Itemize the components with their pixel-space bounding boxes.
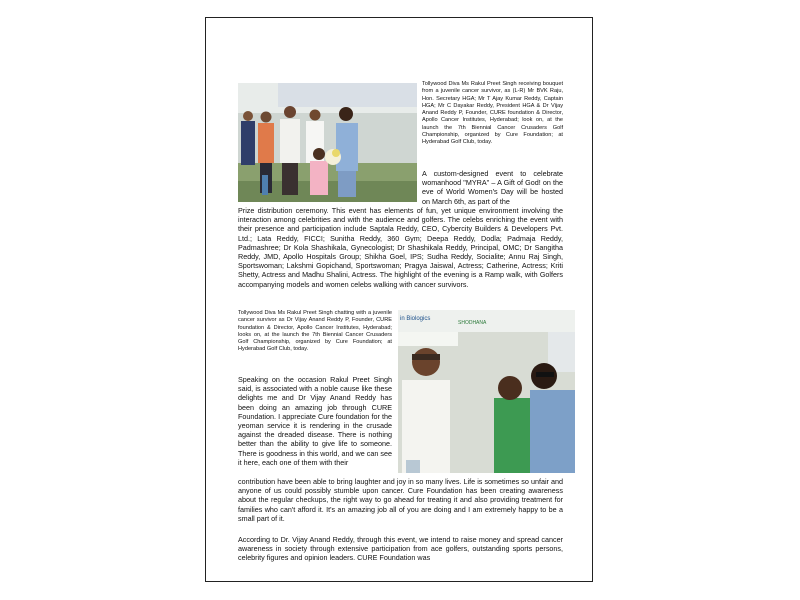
- paragraph-2-full: contribution have been able to bring laughter and joy in so many lives. Life is sometimes so unfair and anyone of us could possibly stumble upon cancer. Cure Foundation has been creating awareness about the regular checkups, the right way to go ahead for treating it and also providing treatment for families who can't afford it. It's an amazing job all of you are doing and I am extremely happy to be a small part of it.: [238, 477, 563, 523]
- banner-text-center: SHODHANA: [458, 320, 487, 326]
- caption-top: Tollywood Diva Ms Rakul Preet Singh receiving bouquet from a juvenile cancer survivor, as (L-R) Mr BVK Raju, Hon. Secretary HGA; Mr T Ajay Kumar Reddy, Captain HGA; Mr C Dayakar Reddy, President HGA & Dr Vijay Anand Reddy P, Founder, CURE foundation & Director, Apollo Cancer Institutes, Hyderabad; look on, at the launch the 7th Biennial Cancer Crusaders Golf Championship, organized by Cure Foundation; at Hyderabad Golf Club, today.: [422, 81, 563, 146]
- paragraph-1-full: Prize distribution ceremony. This event has elements of fun, yet unique environment involving the interaction among celebrities and with the audience and golfers. The celebs enriching the event with their presence and participation include Saptala Reddy, CEO, Cybercity Builders & Developers Pvt. Ltd.; Lata Reddy, FICCI; Sunitha Reddy, 360 Gym; Deepa Reddy, Dodla; Padmaja Reddy, Padmashree; Dr Kola Shashikala, Gynecologist; Dr Shashikala Reddy, Principal, OMC; Dr Sangitha Reddy, JMD, Apollo Hospitals Group; Shikha Goel, IPS; Sudha Reddy, Socialite; Annu Raj Singh, Sportswoman; Lakshmi Gopichand, Sportswoman; Pragya Jaiswal, Actress; Catherine, Actress; Kriti Shetty, Actress and Madhu Shalini, Actress. The highlight of the evening is a Ramp walk, with Golfers accompanying models and women celebs walking with cancer survivors.: [238, 206, 563, 289]
- photo-chat-with-survivor: [398, 310, 575, 473]
- banner-text-left: in Biologics: [400, 316, 431, 322]
- paragraph-1-side: A custom-designed event to celebrate womanhood "MYRA" – A Gift of God! on the eve of World Women's Day will be hosted on March 6th, as part of the: [422, 169, 563, 206]
- photo-bouquet-presentation: [238, 83, 417, 202]
- caption-mid: Tollywood Diva Ms Rakul Preet Singh chatting with a juvenile cancer survivor as Dr Vijay Anand Reddy P, Founder, CURE foundation & Director, Apollo Cancer Institutes, Hyderabad; looks on, at the launch the 7th Biennial Cancer Crusaders Golf Championship, organized by Cure Foundation; at Hyderabad Golf Club, today.: [238, 310, 392, 353]
- paragraph-2-side: Speaking on the occasion Rakul Preet Singh said, is associated with a noble cause like these delights me and Dr Vijay Anand Reddy has been doing an amazing job through CURE Foundation. I appreciate Cure foundation for the yeoman service it is rendering in the crusade against the dreaded disease. There is nothing better than the ability to give life to someone. There is goodness in this world, and we can see it here, each one of them with their: [238, 375, 392, 467]
- paragraph-3: According to Dr. Vijay Anand Reddy, through this event, we intend to raise money and spread cancer awareness in society through extensive participation from ace golfers, outstanding sports persons, celebrity figures and opinion leaders. CURE Foundation was: [238, 535, 563, 563]
- document-page: [205, 17, 593, 582]
